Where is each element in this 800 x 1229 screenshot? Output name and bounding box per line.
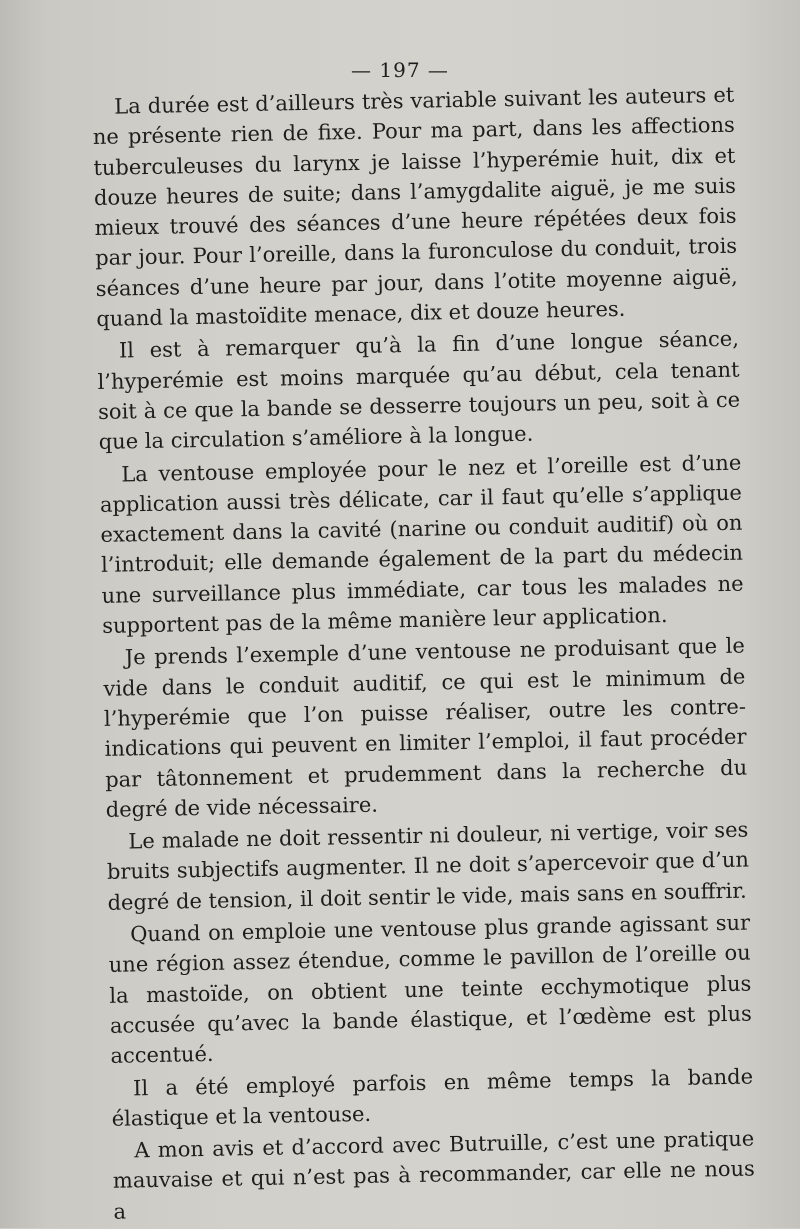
paragraph-patient-sensation: Le malade ne doit ressentir ni douleur, ni vertige, voir ses bruits subjectifs augmenter. Il ne doit s’apercevoir que d’un degré de tension, il doit sentir le vide, mais sans en souffrir. [106,817,750,915]
paragraph-ventouse-example: Je prends l’exemple d’une ventouse ne produisant que le vide dans le conduit auditif, ce qui est le minimum de l’hyperémie que l’on puisse réaliser, outre les contre-indications qui peuvent en limiter l’emploi, il faut procéder par tâtonnement et prudemment dans la recherche du degré de vide nécessaire. [103,633,748,822]
paragraph-hyperemia-remark: Il est à remarquer qu’à la fin d’une longue séance, l’hyperémie est moins marquée qu’au début, cela tenant soit à ce que la bande se desserre toujours un peu, soit à ce que la circulation s’améliore à la longue. [97,327,741,455]
paragraph-combined-use: Il a été employé parfois en même temps la bande élastique et la ventouse. [111,1063,754,1131]
paragraph-author-opinion: A mon avis et d’accord avec Butruille, c’est une pratique mauvaise et qui n’est pas à recommander, car elle ne nous a [112,1126,756,1224]
page-number: — 197 — [351,58,449,82]
paragraph-ventouse-application: La ventouse employée pour le nez et l’oreille est d’une application aussi très délicate, car il faut qu’elle s’applique exactement dans la cavité (narine ou conduit auditif) où on l’introduit; elle demande également de la part du médecin une surveillance plus immédiate, car tous les malades ne supportent pas de la même manière leur application. [99,450,744,638]
body-text [92,80,756,1229]
paragraph-large-ventouse: Quand on emploie une ventouse plus grande agissant sur une région assez étendue, comme le pavillon de l’oreille ou la mastoïde, on obtient une teinte ecchymotique plus accusée qu’avec la bande élastique, et l’œdème est plus accentué. [108,910,753,1069]
paragraph-duration: La durée est d’ailleurs très variable suivant les auteurs et ne présente rien de fixe. Pour ma part, dans les affections tuberculeuses du larynx je laisse l’hyperémie huit, dix et douze heures de suite; dans l’amygdalite aiguë, je me suis mieux trouvé des séances d’une heure répétées deux fois par jour. Pour l’oreille, dans la furonculose du conduit, trois séances d’une heure par jour, dans l’otite moyenne aiguë, quand la mastoïdite menace, dix et douze heures. [92,82,738,332]
